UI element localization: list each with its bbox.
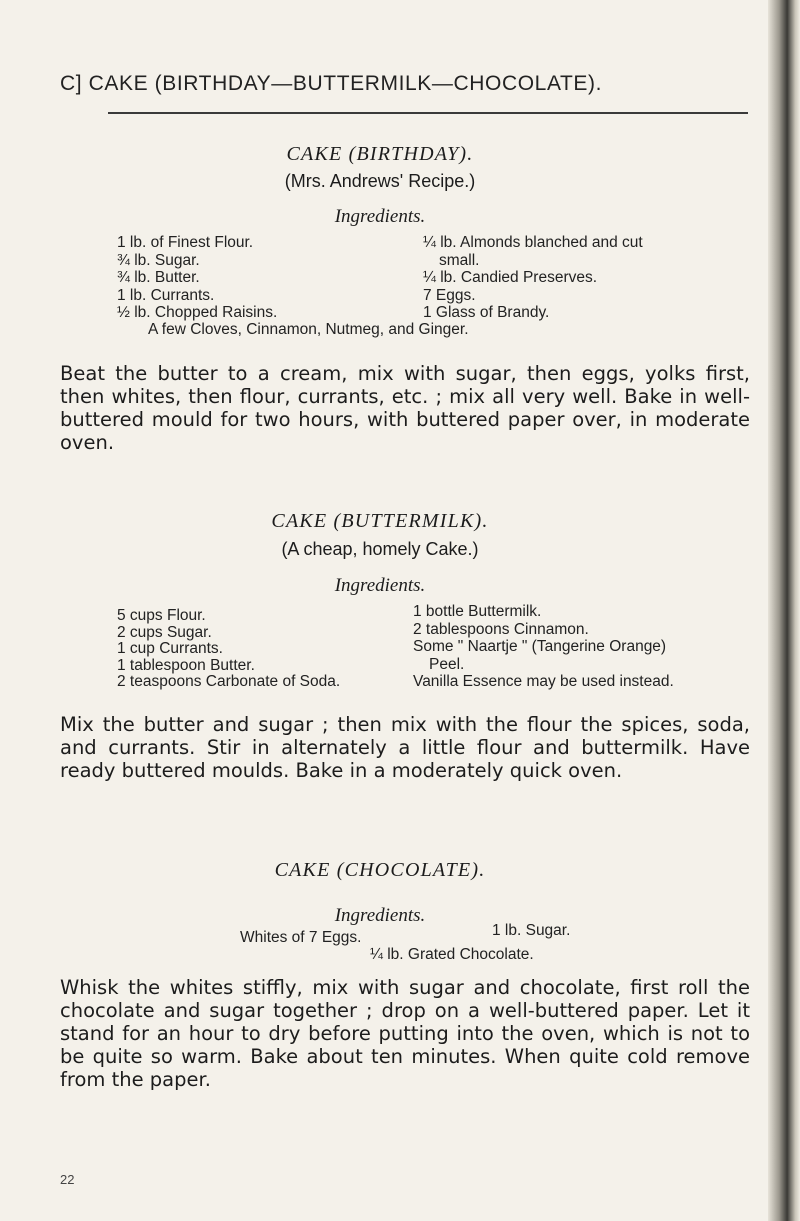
ingredient-item: 7 Eggs. [423,286,476,304]
ingredient-item: 2 teaspoons Carbonate of Soda. [117,673,341,690]
running-head: C] CAKE (BIRTHDAY—BUTTERMILK—CHOCOLATE). [60,72,603,95]
ingredient-item: 1 bottle Buttermilk. [413,603,542,620]
ingredient-item: 1 tablespoon Butter. [117,656,255,674]
ingredient-item: Vanilla Essence may be used instead. [413,673,674,690]
ingredient-item: 1 cup Currants. [117,640,223,657]
ingredient-item: ½ lb. Chopped Raisins. [117,304,278,321]
method-birthday: Beat the butter to a cream, mix with sugar, then eggs, yolks first, then whites, then flour, currants, etc. ; mix all very well. Bake in well-buttered mould for two hours, with buttered paper over, in moderate oven. [60,362,750,454]
ingredient-item: 5 cups Flour. [117,607,206,624]
ingredient-item: ¼ lb. Almonds blanched and cut [423,234,643,251]
recipe-title-birthday: CAKE (BIRTHDAY). [286,143,474,165]
ingredients-left-buttermilk [117,608,340,691]
ingredients-left-birthday [117,234,277,322]
ingredients-footer-birthday: A few Cloves, Cinnamon, Nutmeg, and Ginger. [148,321,469,338]
recipe-title-chocolate: CAKE (CHOCOLATE). [274,859,486,881]
header-rule [108,112,748,114]
ingredients-right-birthday [423,234,643,322]
method-buttermilk: Mix the butter and sugar ; then mix with the flour the spices, soda, and currants. Stir in alternately a little flour and buttermilk. Have ready buttered moulds. Bake in a moderately quick oven. [60,713,750,782]
ingredient-item: 1 lb. Currants. [117,286,215,304]
recipe-subtitle-buttermilk: (A cheap, homely Cake.) [281,539,479,559]
ingredients-heading-buttermilk: Ingredients. [334,575,426,596]
ingredient-item: small. [439,251,480,269]
recipe-subtitle-birthday: (Mrs. Andrews' Recipe.) [284,171,476,191]
recipe-title-buttermilk: CAKE (BUTTERMILK). [271,510,489,532]
ingredient-item: ¾ lb. Sugar. [117,251,200,269]
ingredient-item: 1 lb. of Finest Flour. [117,234,254,251]
ingredient-grated-chocolate: ¼ lb. Grated Chocolate. [370,946,534,963]
ingredient-item: ¾ lb. Butter. [117,269,200,286]
method-chocolate: Whisk the whites stiffly, mix with sugar and chocolate, first roll the chocolate and sugar together ; drop on a well-buttered paper. Let it stand for an hour to dry before putting into the oven, which is not to be quite so warm. Bake about ten minutes. When quite cold remove from the paper. [60,976,750,1091]
ingredient-item: Some " Naartje " (Tangerine Orange) [413,638,667,655]
ingredients-right-buttermilk [413,603,674,691]
ingredients-heading-birthday: Ingredients. [334,206,426,227]
ingredient-item: 2 tablespoons Cinnamon. [413,620,589,638]
ingredient-sugar: 1 lb. Sugar. [492,922,571,939]
page-edge-shadow [768,0,800,1221]
ingredients-heading-chocolate: Ingredients. [334,905,426,926]
ingredient-item: 1 Glass of Brandy. [423,304,550,321]
ingredient-whites-of-eggs: Whites of 7 Eggs. [240,929,362,946]
ingredient-item: Peel. [429,655,465,673]
page-number: 22 [60,1172,75,1187]
ingredient-item: ¼ lb. Candied Preserves. [423,269,598,286]
ingredient-item: 2 cups Sugar. [117,623,212,641]
